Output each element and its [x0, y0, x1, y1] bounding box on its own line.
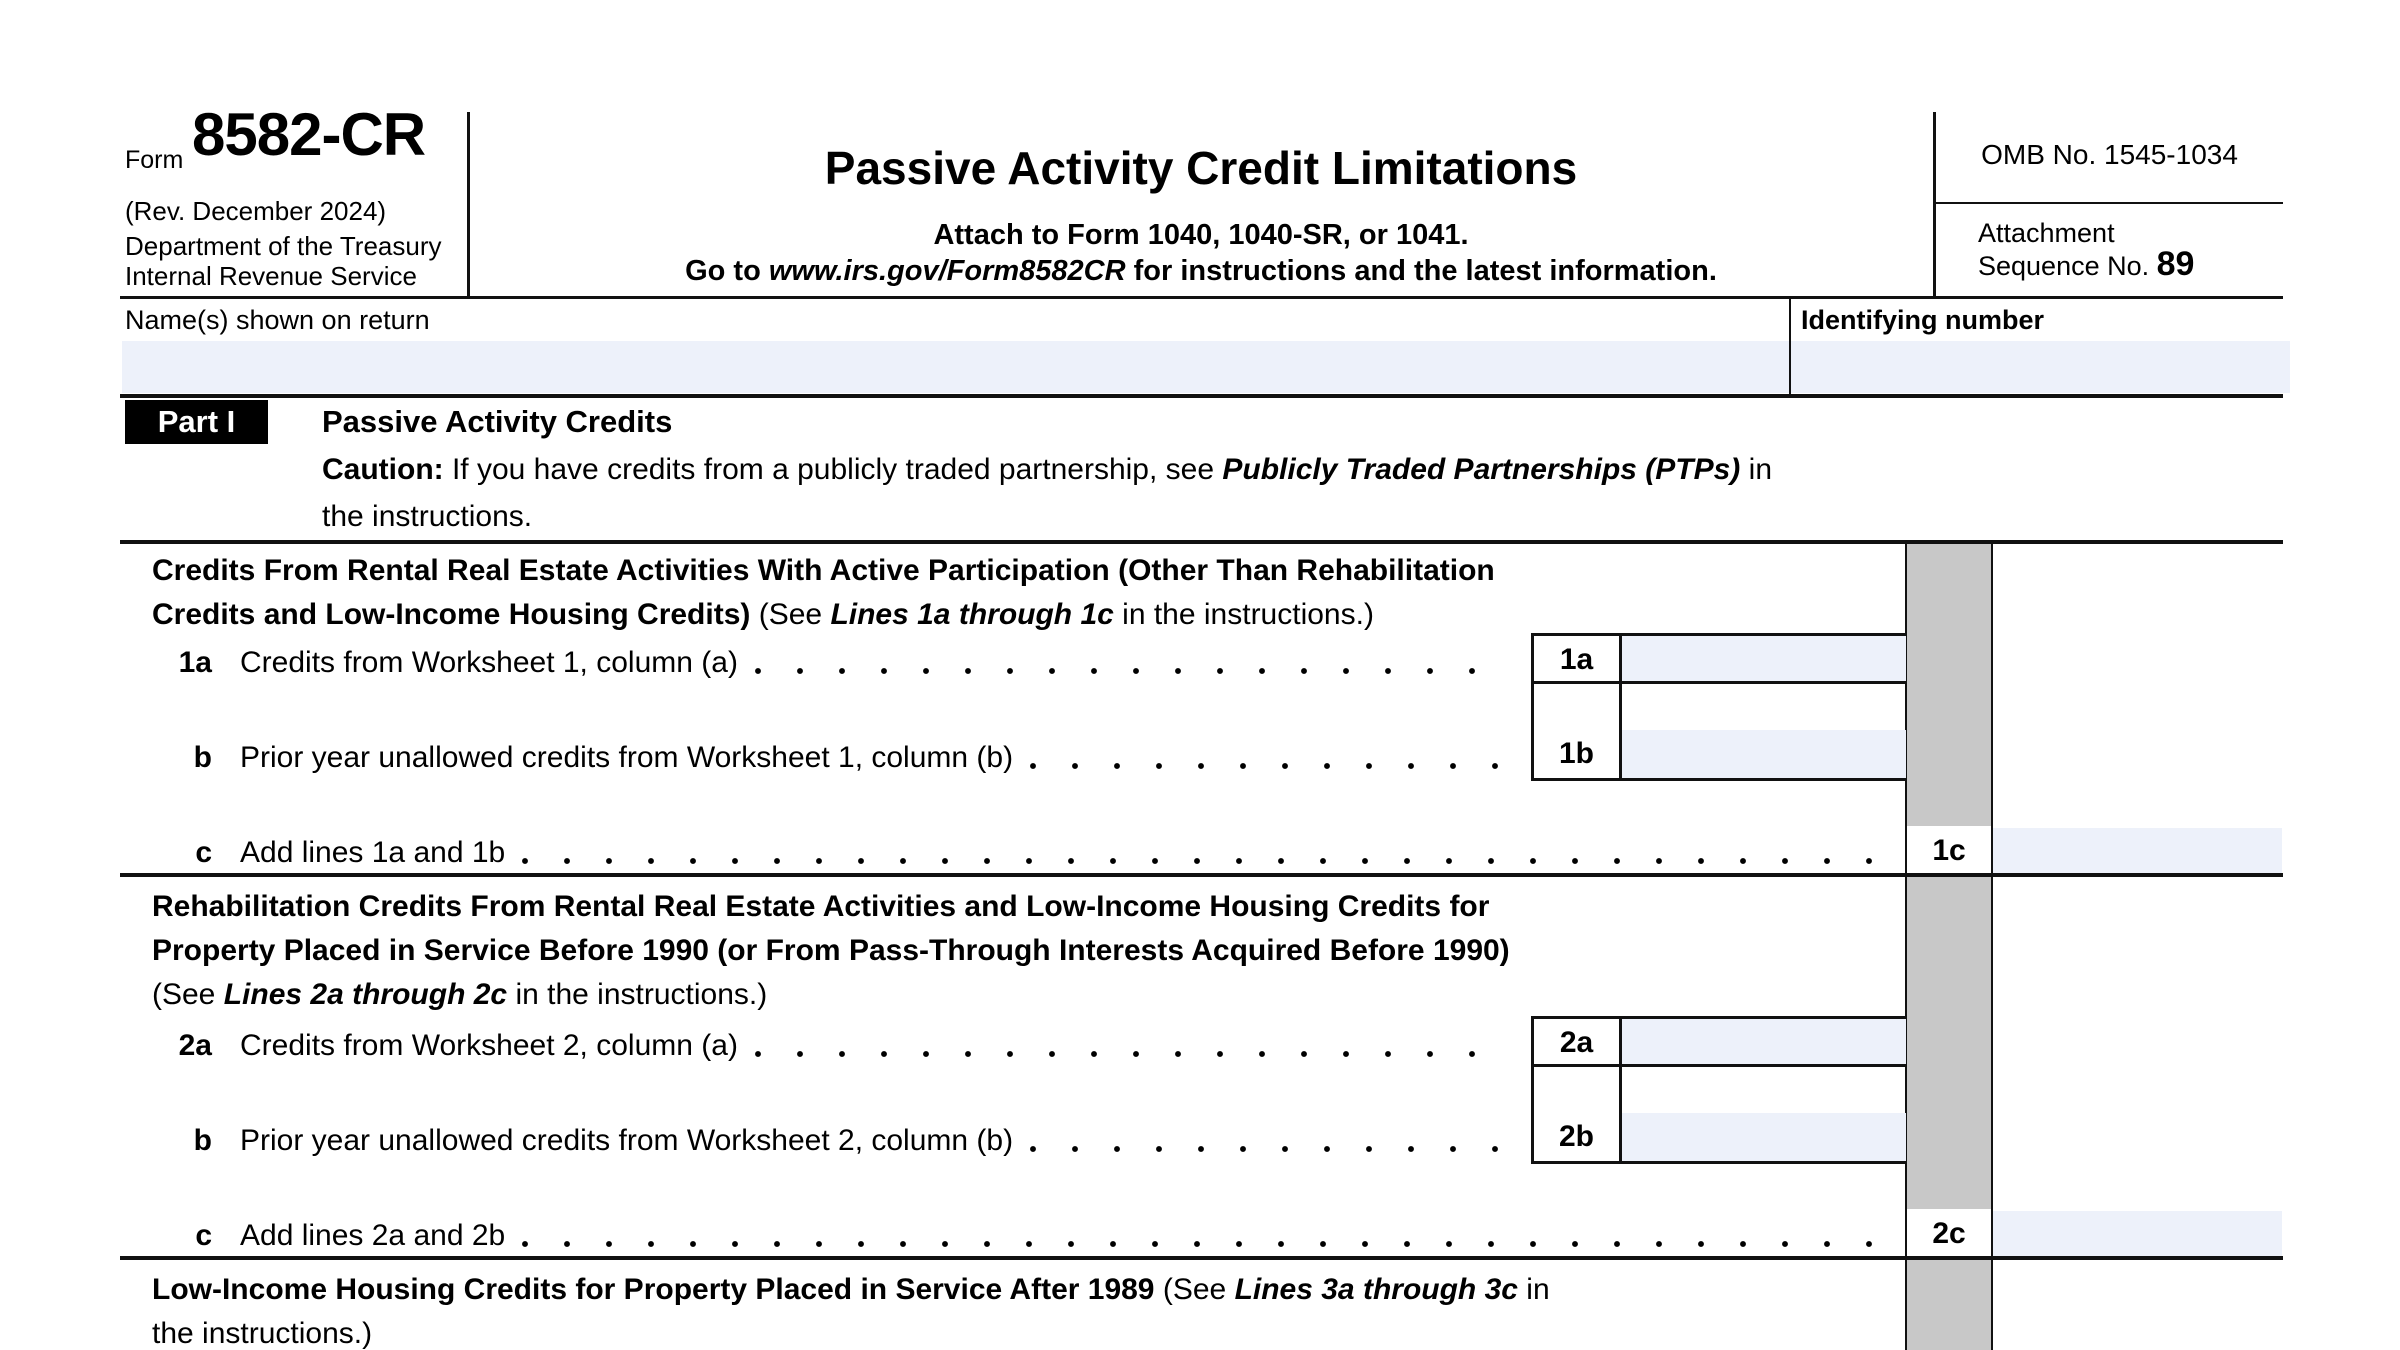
name-id-divider	[1789, 299, 1791, 394]
form-subtitle-goto: Go to www.irs.gov/Form8582CR for instructions and the latest information.	[685, 255, 1717, 287]
line-1c-dot-leader	[521, 857, 1872, 865]
form-subtitle-attach: Attach to Form 1040, 1040-SR, or 1041.	[933, 219, 1469, 251]
part1-badge: Part I	[125, 400, 268, 444]
caution-line-1: Caution: If you have credits from a publicly traded partnership, see Publicly Traded Partnerships (PTPs) in	[322, 453, 1772, 486]
line-1b-label: Prior year unallowed credits from Worksheet 1, column (b)	[240, 741, 1014, 774]
form-revision: (Rev. December 2024)	[125, 196, 387, 226]
identifying-number-input[interactable]	[1793, 341, 2290, 393]
line-2a-label: Credits from Worksheet 2, column (a)	[240, 1029, 738, 1062]
line-2b-number: b	[193, 1124, 212, 1157]
line-2b-dot-leader	[1029, 1145, 1498, 1153]
line-2b-box-label: 2b	[1558, 1120, 1594, 1153]
box2-bottom-border	[1531, 1161, 1907, 1164]
line-1a-dot-leader	[754, 667, 1498, 675]
name-label: Name(s) shown on return	[125, 305, 430, 335]
attachment-seq-number: 89	[2156, 245, 2195, 283]
box2-label-divider	[1619, 1016, 1622, 1164]
part1-title: Passive Activity Credits	[322, 404, 673, 439]
identifying-number-label: Identifying number	[1801, 305, 2044, 335]
attachment-seq-label: Sequence No.	[1978, 251, 2157, 281]
box1-middle-border	[1531, 681, 1907, 684]
form-title: Passive Activity Credit Limitations	[824, 142, 1578, 194]
line-2a-row	[150, 1028, 1506, 1064]
attachment-line-1: Attachment	[1978, 218, 2115, 248]
omb-number: OMB No. 1545-1034	[1981, 139, 2238, 170]
omb-attachment-divider	[1936, 202, 2283, 204]
agency-line-2: Internal Revenue Service	[125, 261, 417, 291]
section2-heading-line-2: Property Placed in Service Before 1990 (or From Pass-Through Interests Acquired Before 1990)	[152, 934, 1510, 967]
header-bottom-rule	[120, 296, 2283, 299]
line-1a-row	[150, 645, 1506, 681]
section3-heading-line-2: the instructions.)	[152, 1317, 373, 1350]
line-2c-row	[150, 1218, 1880, 1254]
line-2b-row	[150, 1123, 1506, 1159]
agency-line-1: Department of the Treasury	[125, 231, 442, 261]
line-1b-box-label: 1b	[1558, 737, 1594, 770]
line-1b-row	[150, 740, 1506, 776]
line-2c-input[interactable]	[1993, 1211, 2282, 1256]
line-2a-dot-leader	[754, 1050, 1498, 1058]
line-1a-number: 1a	[178, 646, 212, 679]
line-1c-number: c	[195, 836, 212, 869]
box1-bottom-border	[1531, 778, 1907, 781]
box2-middle-border	[1531, 1064, 1907, 1067]
line-2b-input[interactable]	[1622, 1113, 1906, 1161]
line-2a-box-label: 2a	[1559, 1026, 1594, 1059]
section1-bottom-rule	[120, 873, 2283, 877]
section3-heading-line-1: Low-Income Housing Credits for Property Placed in Service After 1989 (See Lines 3a through 3c in	[152, 1273, 1550, 1306]
attachment-line-2	[1978, 245, 2195, 283]
part1-top-rule	[120, 394, 2283, 398]
line-1a-box-label: 1a	[1559, 643, 1594, 676]
caution-line-2: the instructions.	[322, 500, 533, 533]
line-1a-input[interactable]	[1622, 636, 1906, 681]
line-1c-row	[150, 835, 1880, 871]
box1-top-border	[1531, 633, 1907, 636]
name-input[interactable]	[122, 341, 1795, 393]
line-2c-number: c	[195, 1219, 212, 1252]
line-1c-box-label: 1c	[1905, 826, 1993, 875]
section2-heading-line-3: (See Lines 2a through 2c in the instructions.)	[152, 978, 768, 1011]
section2-heading-line-1: Rehabilitation Credits From Rental Real Estate Activities and Low-Income Housing Credits for	[152, 890, 1490, 923]
attachment-block	[1978, 218, 2194, 282]
line-2a-number: 2a	[178, 1029, 212, 1062]
line-1b-number: b	[193, 741, 212, 774]
section1-heading-line-1: Credits From Rental Real Estate Activities With Active Participation (Other Than Rehabilitation	[152, 554, 1495, 587]
line-2b-label: Prior year unallowed credits from Worksheet 2, column (b)	[240, 1124, 1014, 1157]
box2-top-border	[1531, 1016, 1907, 1019]
line-1c-label: Add lines 1a and 1b	[240, 836, 506, 869]
line-2c-box-label: 2c	[1905, 1209, 1993, 1258]
box1-label-divider	[1619, 633, 1622, 781]
section1-heading-line-2: Credits and Low-Income Housing Credits) (See Lines 1a through 1c in the instructions.)	[152, 598, 1374, 631]
form-number: 8582-CR	[192, 101, 426, 168]
line-2c-dot-leader	[521, 1240, 1872, 1248]
line-2a-input[interactable]	[1622, 1019, 1906, 1064]
line-1c-input[interactable]	[1993, 828, 2282, 873]
line-1a-label: Credits from Worksheet 1, column (a)	[240, 646, 738, 679]
form-word-label: Form	[125, 146, 184, 174]
line-1b-input[interactable]	[1622, 730, 1906, 778]
section2-bottom-rule	[120, 1256, 2283, 1260]
line-1b-dot-leader	[1029, 762, 1498, 770]
line-2c-label: Add lines 2a and 2b	[240, 1219, 506, 1252]
